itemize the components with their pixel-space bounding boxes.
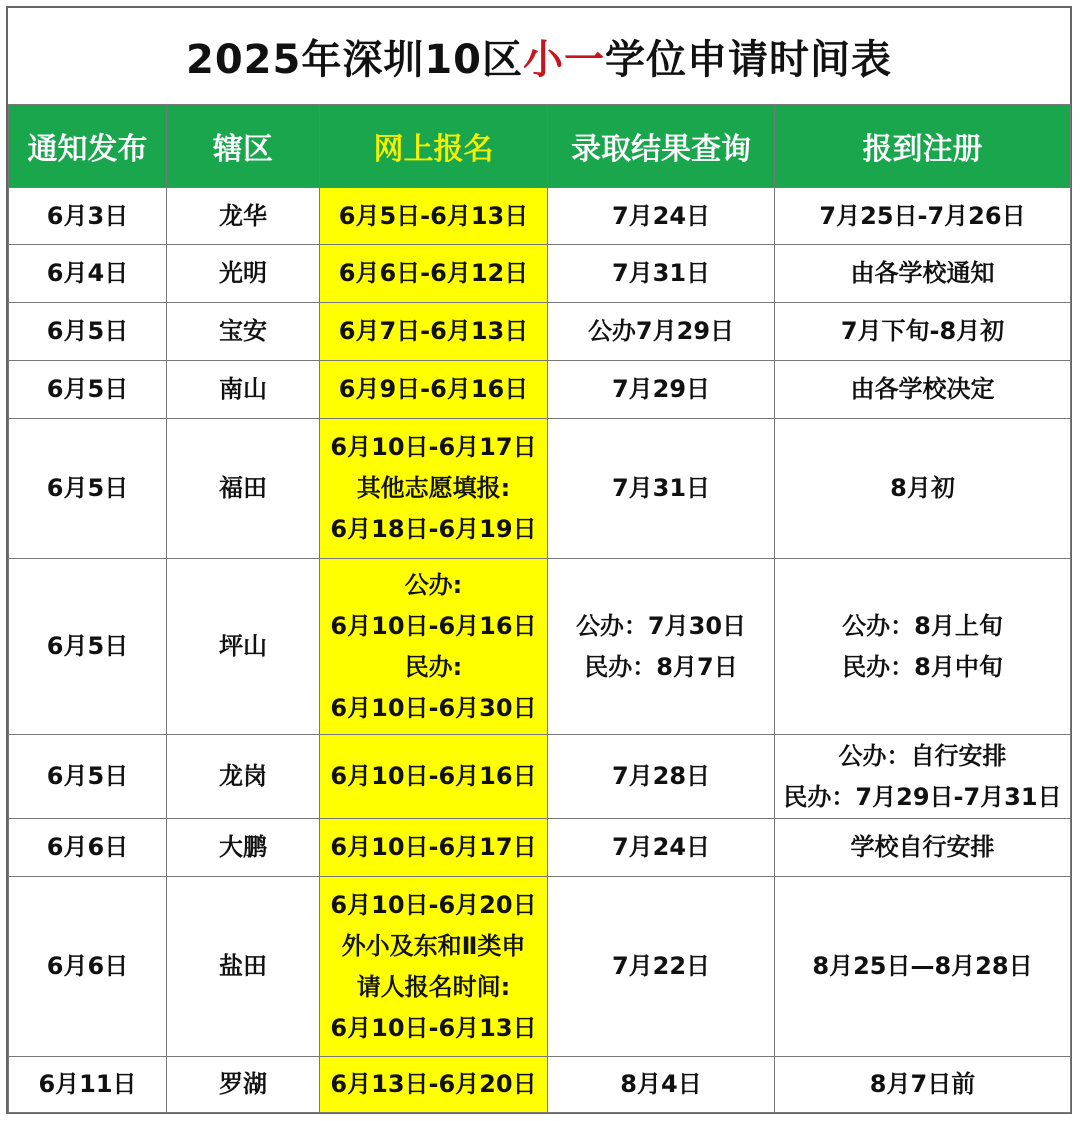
cell-online-registration-line: 请人报名时间:: [356, 972, 511, 1001]
table-row: [9, 1057, 1071, 1113]
table-row: [9, 188, 1071, 245]
cell-district: 坪山: [167, 559, 320, 735]
cell-enrollment: [775, 819, 1071, 877]
cell-online-registration-line: 6月7日-6月13日: [338, 317, 529, 345]
cell-notice-date: 6月5日: [9, 559, 167, 735]
cell-enrollment: [775, 245, 1071, 303]
cell-online-registration: [320, 419, 548, 559]
cell-result-query-line: 7月29日: [611, 375, 711, 403]
cell-result-query: [548, 559, 775, 735]
cell-enrollment: [775, 419, 1071, 559]
cell-district: 福田: [167, 419, 320, 559]
cell-online-registration: [320, 188, 548, 245]
cell-online-registration-line: 6月10日-6月13日: [330, 1013, 537, 1042]
cell-online-registration-line: 民办:: [404, 652, 463, 681]
cell-result-query-line: 8月4日: [620, 1070, 702, 1098]
cell-online-registration: [320, 877, 548, 1057]
cell-notice-date: 6月11日: [9, 1057, 167, 1113]
cell-enrollment-line: 8月7日前: [869, 1070, 976, 1098]
cell-result-query: [548, 419, 775, 559]
cell-result-query: [548, 188, 775, 245]
cell-result-query: [548, 303, 775, 361]
table-row: [9, 245, 1071, 303]
header-online: 网上报名: [320, 105, 548, 188]
cell-result-query-line: 公办：7月30日: [575, 611, 747, 640]
cell-enrollment: [775, 735, 1071, 819]
header-register: 报到注册: [775, 105, 1071, 188]
cell-enrollment-line: 8月25日—8月28日: [812, 952, 1033, 980]
cell-enrollment-line: 由各学校通知: [850, 259, 995, 287]
cell-notice-date: 6月5日: [9, 735, 167, 819]
cell-notice-date: 6月6日: [9, 877, 167, 1057]
table-row: [9, 559, 1071, 735]
header-row: [9, 105, 1071, 188]
cell-district: 大鹏: [167, 819, 320, 877]
header-result: 录取结果查询: [548, 105, 775, 188]
cell-district: 罗湖: [167, 1057, 320, 1113]
cell-result-query: [548, 735, 775, 819]
cell-enrollment-line: 由各学校决定: [850, 375, 995, 403]
cell-result-query: [548, 1057, 775, 1113]
cell-online-registration-line: 6月13日-6月20日: [330, 1070, 537, 1098]
cell-district: 龙华: [167, 188, 320, 245]
cell-enrollment-line: 7月25日-7月26日: [819, 201, 1026, 230]
cell-result-query-line: 7月24日: [611, 201, 711, 230]
cell-result-query: [548, 877, 775, 1057]
cell-enrollment: [775, 877, 1071, 1057]
schedule-sheet: [6, 6, 1072, 1114]
cell-enrollment-line: 学校自行安排: [850, 833, 995, 861]
cell-enrollment: [775, 303, 1071, 361]
cell-online-registration: [320, 245, 548, 303]
cell-enrollment-line: 民办：7月29日-7月31日: [783, 782, 1062, 811]
cell-online-registration: [320, 819, 548, 877]
cell-online-registration-line: 6月6日-6月12日: [338, 259, 529, 287]
cell-result-query-line: 7月24日: [611, 833, 711, 861]
cell-enrollment-line: 7月下旬-8月初: [840, 317, 1005, 345]
cell-result-query-line: 民办：8月7日: [584, 652, 738, 681]
title-highlight: 小一: [523, 36, 605, 83]
cell-result-query-line: 公办7月29日: [587, 317, 735, 345]
cell-result-query: [548, 245, 775, 303]
cell-enrollment: [775, 361, 1071, 419]
cell-online-registration: [320, 303, 548, 361]
schedule-table: [8, 104, 1071, 1113]
cell-online-registration: [320, 1057, 548, 1113]
cell-enrollment: [775, 188, 1071, 245]
cell-notice-date: 6月6日: [9, 819, 167, 877]
table-body: [9, 188, 1071, 1113]
table-row: [9, 419, 1071, 559]
page-title: [8, 8, 1070, 104]
cell-online-registration-line: 外小及东和Ⅱ类申: [341, 931, 526, 960]
cell-notice-date: 6月3日: [9, 188, 167, 245]
cell-online-registration-line: 6月5日-6月13日: [338, 201, 529, 230]
cell-notice-date: 6月4日: [9, 245, 167, 303]
cell-notice-date: 6月5日: [9, 303, 167, 361]
header-notice: 通知发布: [9, 105, 167, 188]
cell-notice-date: 6月5日: [9, 361, 167, 419]
table-row: [9, 303, 1071, 361]
title-suffix: 学位申请时间表: [605, 36, 892, 83]
table-row: [9, 735, 1071, 819]
table-row: [9, 877, 1071, 1057]
cell-online-registration-line: 6月9日-6月16日: [338, 375, 529, 403]
cell-online-registration: [320, 559, 548, 735]
table-row: [9, 361, 1071, 419]
header-district: 辖区: [167, 105, 320, 188]
cell-online-registration-line: 6月10日-6月17日: [330, 833, 537, 861]
cell-district: 南山: [167, 361, 320, 419]
cell-online-registration: [320, 735, 548, 819]
table-row: [9, 819, 1071, 877]
cell-result-query-line: 7月28日: [611, 762, 711, 790]
cell-result-query-line: 7月22日: [611, 952, 711, 980]
cell-enrollment-line: 公办：8月上旬: [842, 611, 1003, 640]
cell-online-registration-line: 其他志愿填报:: [356, 474, 511, 502]
cell-district: 盐田: [167, 877, 320, 1057]
cell-enrollment: [775, 1057, 1071, 1113]
cell-online-registration-line: 公办:: [404, 570, 463, 599]
cell-online-registration-line: 6月10日-6月30日: [330, 693, 537, 722]
cell-enrollment: [775, 559, 1071, 735]
cell-result-query: [548, 361, 775, 419]
title-prefix: 2025年深圳10区: [186, 36, 523, 83]
cell-notice-date: 6月5日: [9, 419, 167, 559]
cell-online-registration-line: 6月10日-6月20日: [330, 890, 537, 919]
cell-enrollment-line: 民办：8月中旬: [842, 652, 1003, 681]
cell-online-registration-line: 6月10日-6月16日: [330, 762, 537, 790]
cell-enrollment-line: 8月初: [890, 474, 955, 502]
cell-result-query: [548, 819, 775, 877]
cell-enrollment-line: 公办：自行安排: [838, 741, 1007, 770]
cell-online-registration-line: 6月10日-6月17日: [330, 433, 537, 461]
cell-online-registration-line: 6月10日-6月16日: [330, 611, 537, 640]
cell-district: 宝安: [167, 303, 320, 361]
cell-district: 光明: [167, 245, 320, 303]
cell-online-registration: [320, 361, 548, 419]
cell-district: 龙岗: [167, 735, 320, 819]
cell-online-registration-line: 6月18日-6月19日: [330, 515, 537, 543]
cell-result-query-line: 7月31日: [611, 474, 711, 502]
cell-result-query-line: 7月31日: [611, 259, 711, 287]
